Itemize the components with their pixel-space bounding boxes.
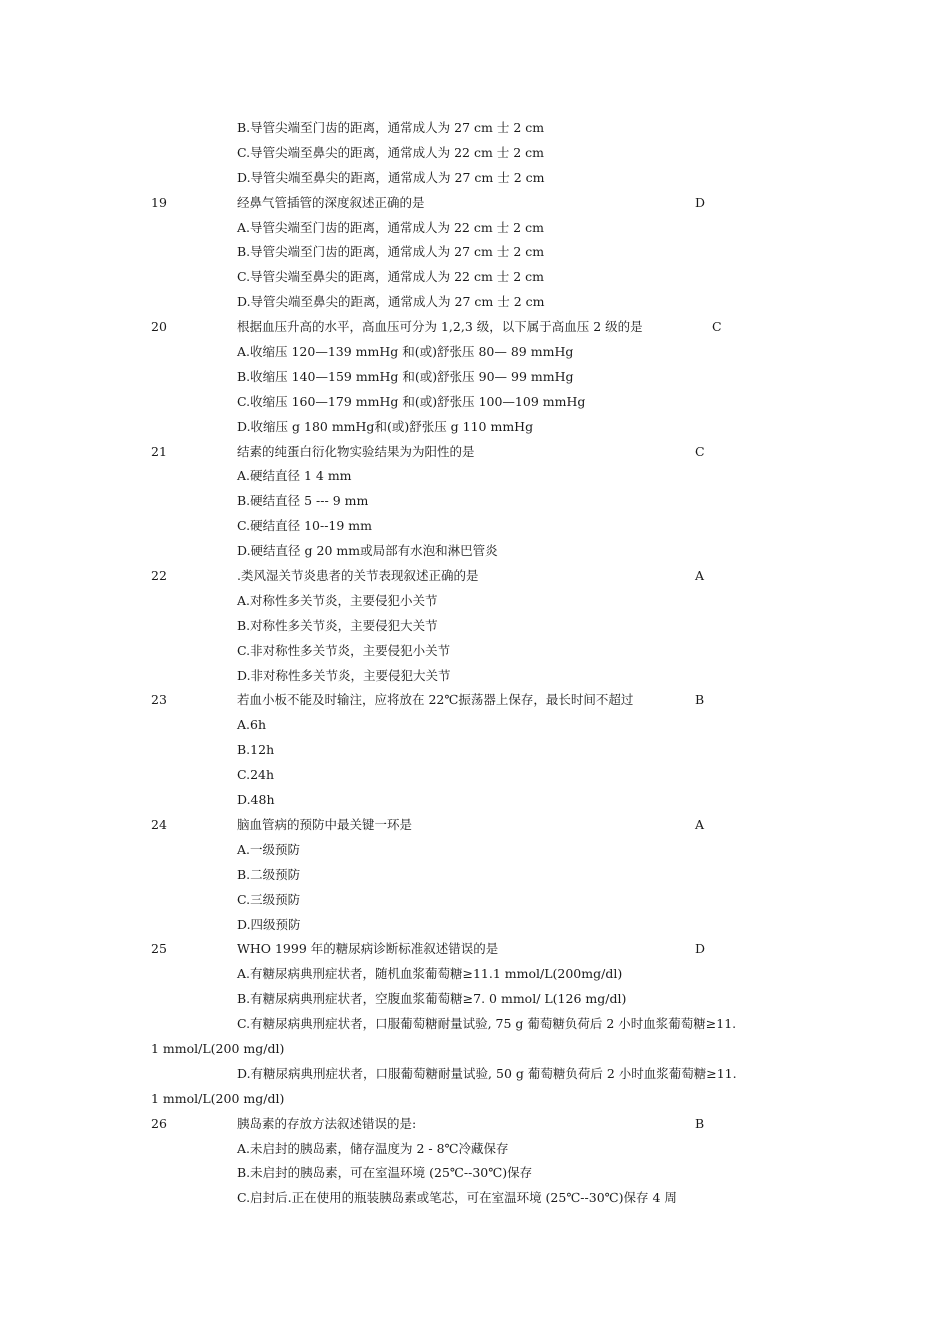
answer-key: A [695,568,705,584]
option-line [0,639,950,664]
option-line [0,987,950,1012]
option-text: C.有糖尿病典刑症状者，口服葡萄糖耐量试验, 75 g 葡萄糖负荷后 2 小时血浆葡萄糖≥11. [237,1016,737,1032]
question-number: 23 [151,692,167,708]
question-text: .类风湿关节炎患者的关节表现叙述正确的是 [237,568,479,584]
option-line [0,290,950,315]
option-line [0,1161,950,1186]
option-text: A.一级预防 [237,841,301,857]
option-text: C.导管尖端至鼻尖的距离，通常成人为 22 cm 士 2 cm [237,144,545,160]
option-line [0,913,950,938]
option-text: B.硬结直径 5 --- 9 mm [237,493,369,509]
option-text: B.有糖尿病典刑症状者，空腹血浆葡萄糖≥7. 0 mmol/ L(126 mg/dl) [237,991,627,1007]
option-text: D.非对称性多关节炎，主要侵犯大关节 [237,667,451,683]
option-line [0,1186,950,1211]
option-line [0,489,950,514]
question-line [0,937,950,962]
option-text: D.导管尖端至鼻尖的距离，通常成人为 27 cm 士 2 cm [237,294,545,310]
option-text: D.48h [237,792,275,808]
option-line [0,1137,950,1162]
option-line [0,116,950,141]
option-text: C.硬结直径 10--19 mm [237,518,373,534]
option-line [0,664,950,689]
option-line [0,1012,950,1037]
option-line [0,514,950,539]
option-text: C.24h [237,767,275,783]
option-line [0,265,950,290]
option-text: B.导管尖端至门齿的距离，通常成人为 27 cm 士 2 cm [237,244,545,260]
option-text: C.三级预防 [237,891,301,907]
option-text: A.未启封的胰岛素，储存温度为 2 - 8℃冷藏保存 [237,1140,509,1156]
question-number: 21 [151,443,167,459]
option-text: D.有糖尿病典刑症状者，口服葡萄糖耐量试验, 50 g 葡萄糖负荷后 2 小时血浆葡萄糖≥11. [237,1065,737,1081]
option-continuation [0,1087,950,1112]
option-text: D.收缩压 g 180 mmHg和(或)舒张压 g 110 mmHg [237,418,534,434]
option-text: B.12h [237,742,275,758]
question-text: WHO 1999 年的糖尿病诊断标准叙述错误的是 [237,941,499,957]
option-line [0,962,950,987]
option-line [0,141,950,166]
question-line [0,191,950,216]
option-line [0,166,950,191]
question-number: 22 [151,568,167,584]
question-text: 脑血管病的预防中最关键一环是 [237,816,413,832]
option-text: B.收缩压 140—159 mmHg 和(或)舒张压 90— 99 mmHg [237,368,574,384]
question-line [0,440,950,465]
answer-key: C [712,319,722,335]
question-line [0,315,950,340]
option-line [0,365,950,390]
question-text: 若血小板不能及时输注，应将放在 22℃振荡器上保存，最长时间不超过 [237,692,634,708]
option-line [0,464,950,489]
question-line [0,1112,950,1137]
option-text: B.对称性多关节炎，主要侵犯大关节 [237,617,438,633]
answer-key: C [695,443,705,459]
option-text: A.有糖尿病典刑症状者，随机血浆葡萄糖≥11.1 mmol/L(200mg/dl) [237,966,623,982]
option-line [0,838,950,863]
option-line [0,216,950,241]
answer-key: D [695,194,706,210]
option-text: B.导管尖端至门齿的距离，通常成人为 27 cm 士 2 cm [237,120,545,135]
question-number: 25 [151,941,167,957]
question-text: 结素的纯蛋白衍化物实验结果为为阳性的是 [237,443,475,459]
option-text: D.导管尖端至鼻尖的距离，通常成人为 27 cm 士 2 cm [237,169,545,185]
question-text: 经鼻气管插管的深度叙述正确的是 [237,194,425,210]
option-text: A.6h [237,717,267,733]
answer-key: A [695,816,705,832]
option-line [0,340,950,365]
option-line [0,763,950,788]
option-text-continued: 1 mmol/L(200 mg/dl) [151,1040,285,1056]
option-text: A.对称性多关节炎，主要侵犯小关节 [237,592,438,608]
option-line [0,888,950,913]
option-text: A.收缩压 120—139 mmHg 和(或)舒张压 80— 89 mmHg [237,344,574,360]
question-number: 26 [151,1115,167,1131]
option-text: D.四级预防 [237,916,301,932]
option-text: A.硬结直径 1 4 mm [237,468,352,484]
question-number: 20 [151,319,167,335]
question-text: 根据血压升高的水平，高血压可分为 1,2,3 级，以下属于高血压 2 级的是 [237,319,643,335]
option-line [0,713,950,738]
option-text: B.未启封的胰岛素，可在室温环境 (25℃--30℃)保存 [237,1165,533,1181]
option-line [0,738,950,763]
question-number: 24 [151,816,167,832]
option-text: B.二级预防 [237,866,301,882]
answer-key: B [695,692,705,708]
option-text: C.非对称性多关节炎，主要侵犯小关节 [237,642,451,658]
option-line [0,863,950,888]
answer-key: B [695,1115,705,1131]
option-line [0,589,950,614]
option-line [0,788,950,813]
question-number: 19 [151,194,167,210]
option-text: D.硬结直径 g 20 mm或局部有水泡和淋巴管炎 [237,543,498,559]
question-line [0,564,950,589]
option-text: C.启封后.正在使用的瓶装胰岛素或笔芯，可在室温环境 (25℃--30℃)保存 4 周 [237,1190,677,1206]
question-line [0,688,950,713]
question-line [0,813,950,838]
option-line [0,390,950,415]
option-text: A.导管尖端至门齿的距离，通常成人为 22 cm 士 2 cm [237,219,544,235]
option-continuation [0,1037,950,1062]
option-text: C.收缩压 160—179 mmHg 和(或)舒张压 100—109 mmHg [237,393,586,409]
option-line [0,240,950,265]
question-text: 胰岛素的存放方法叙述错误的是: [237,1115,417,1131]
option-line [0,1062,950,1087]
option-line [0,415,950,440]
document-page [0,116,950,1211]
option-text: C.导管尖端至鼻尖的距离，通常成人为 22 cm 士 2 cm [237,269,545,285]
option-line [0,539,950,564]
answer-key: D [695,941,706,957]
option-line [0,614,950,639]
option-text-continued: 1 mmol/L(200 mg/dl) [151,1090,285,1106]
